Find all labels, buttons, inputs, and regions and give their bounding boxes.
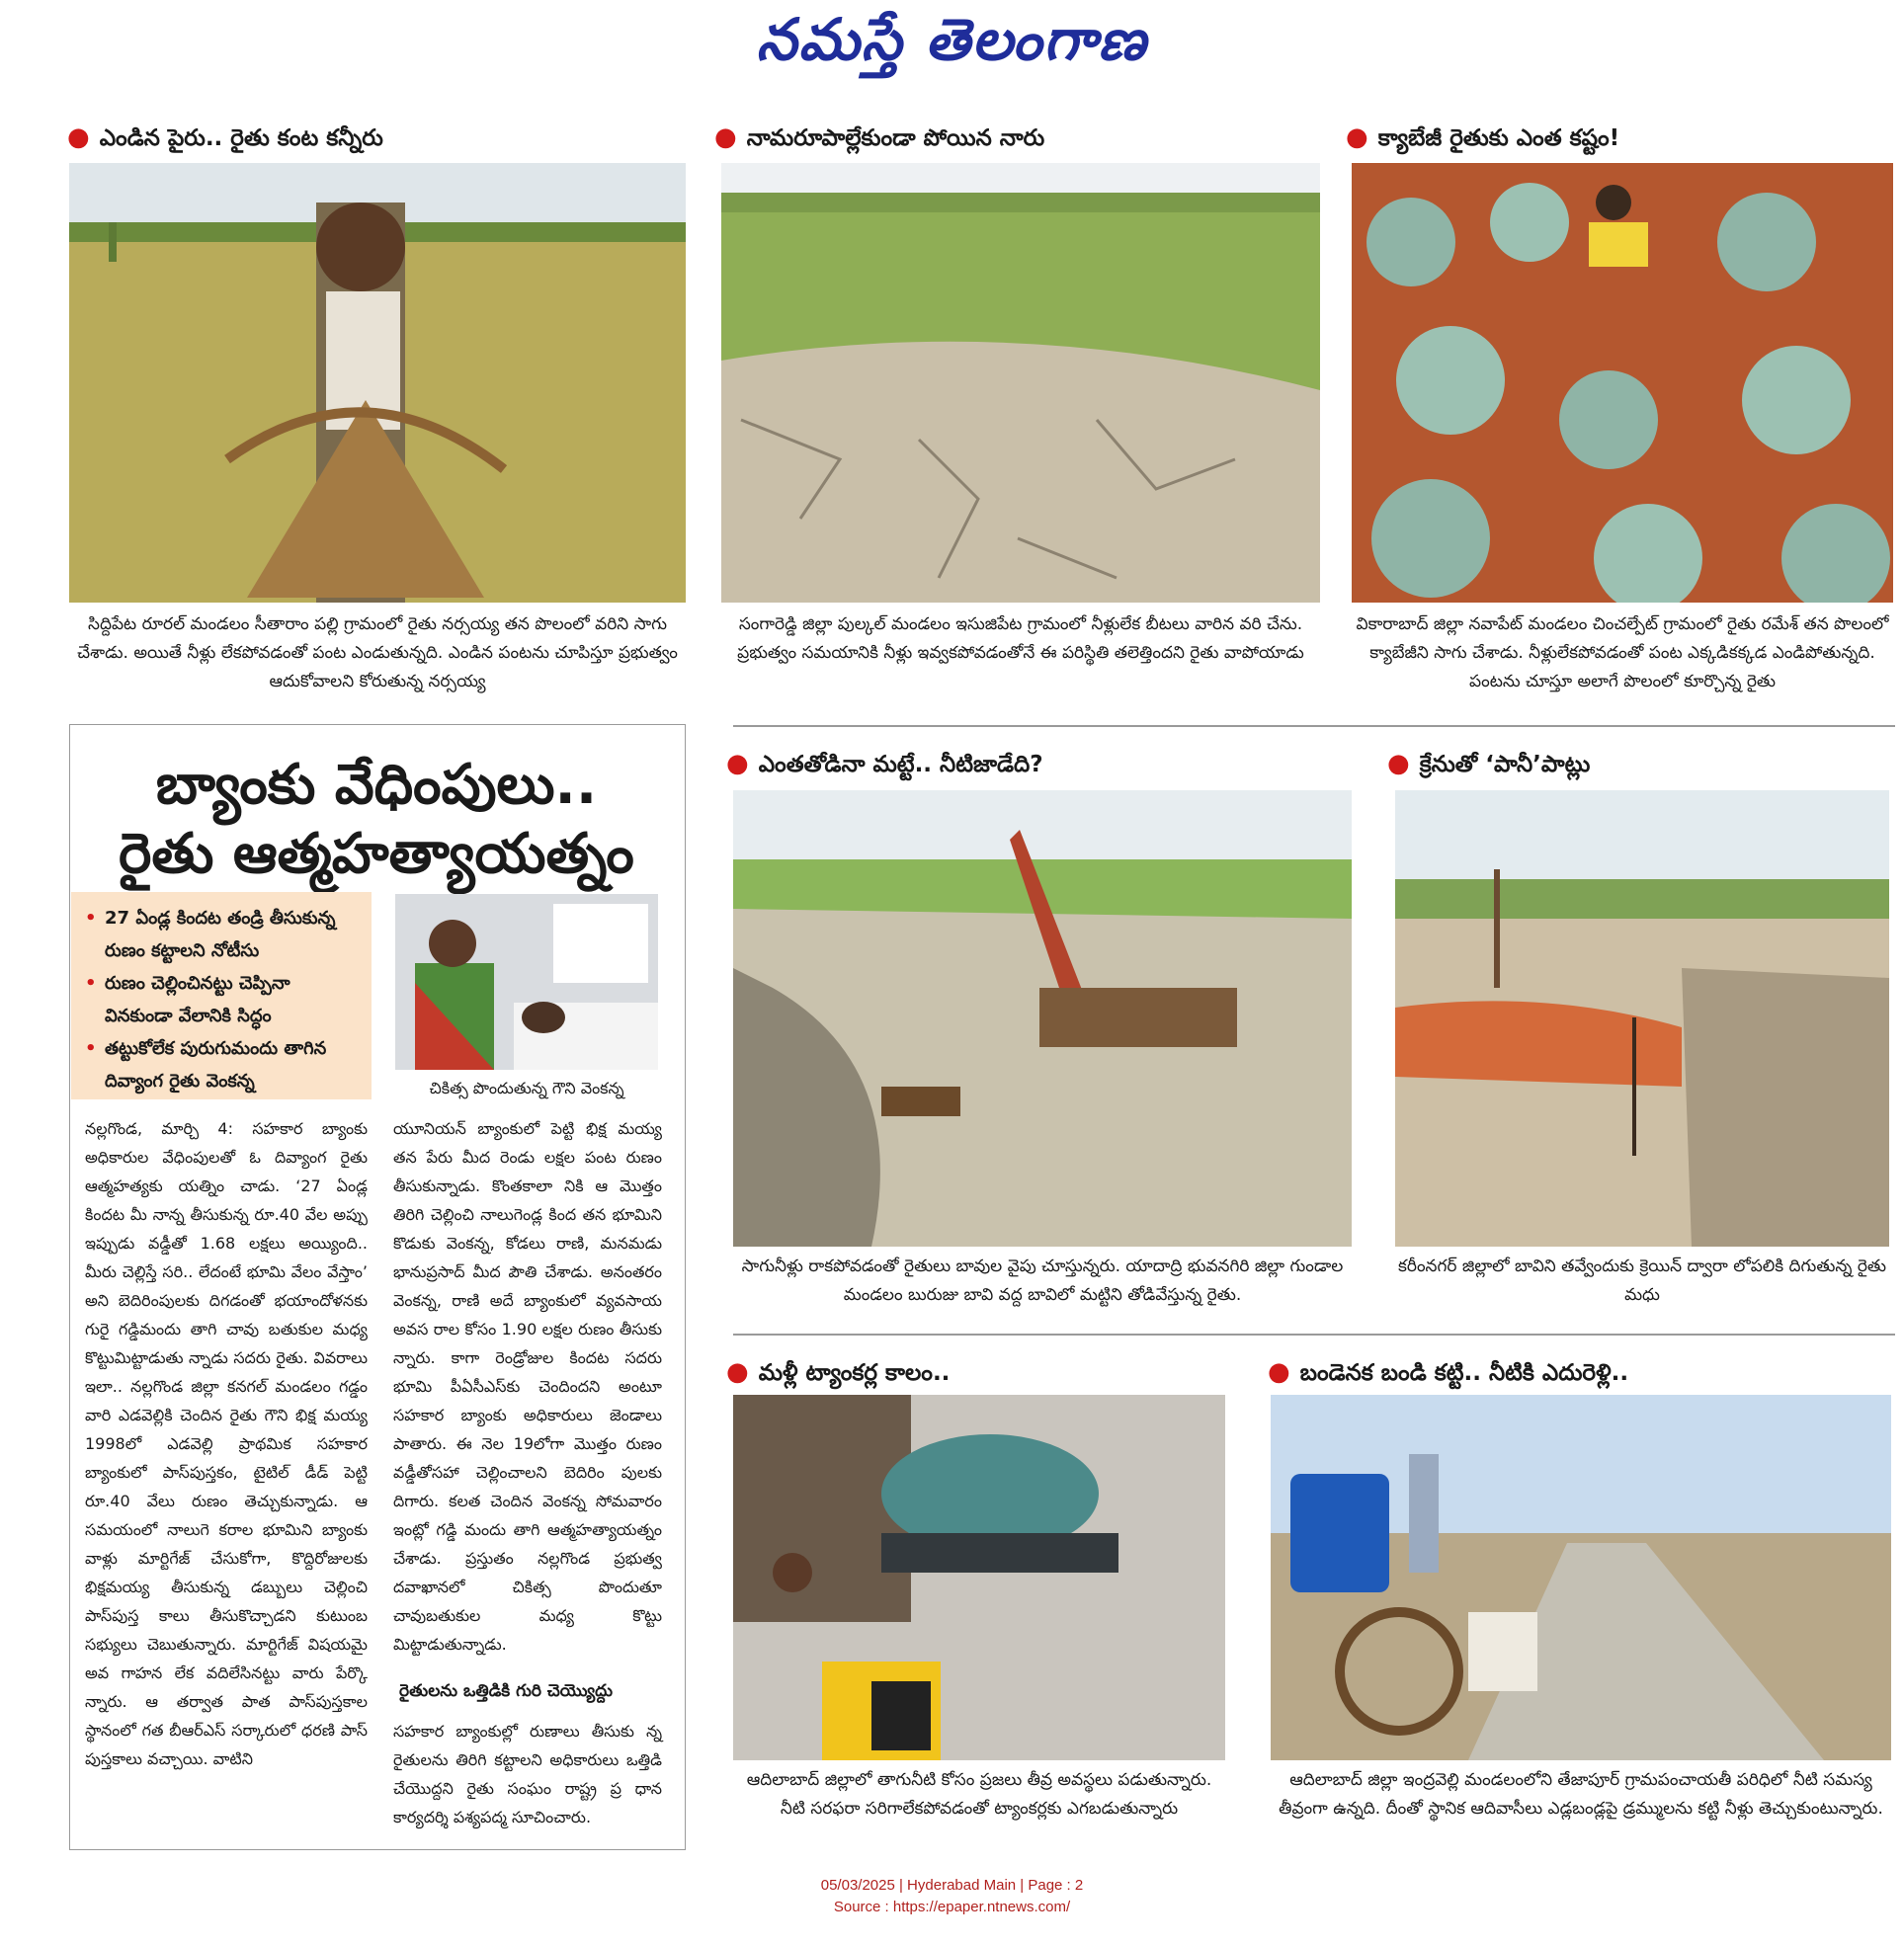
headline-cabbage-farmer: ● క్యాబేజీ రైతుకు ఎంత కష్టం!: [1346, 122, 1620, 152]
caption-dried-crop: సిద్దిపేట రూరల్ మండలం సీతారాం పల్లి గ్రామంలో రైతు నర్సయ్య తన పొలంలో వరిని సాగు చేశాడు. అయితే నీళ్లు లేకపోవడంతో పంట ఎండుతున్నది. ఎండిన పంటను చూపిస్తూ ప్రభుత్వం ఆదుకోవాలని కోరుతున్న నర్సయ్య: [77, 614, 678, 691]
bullet-item: • 27 ఏండ్ల కిందట తండ్రి తీసుకున్న రుణం కట్టాలని నోటీసు: [85, 902, 362, 967]
headline-vanished-seedlings: ● నామరూపాల్లేకుండా పోయిన నారు: [714, 122, 1045, 152]
caption-well-mud: సాగునీళ్లు రాకపోవడంతో రైతులు బావుల వైపు చూస్తున్నరు. యాదాద్రి భువనగిరి జిల్లా గుండాల మండలం బురుజు బావి వద్ద బావిలో మట్టిని తోడివేస్తున్న రైతు.: [741, 1257, 1344, 1305]
bullet-item: • తట్టుకోలేక పురుగుమందు తాగిన దివ్యాంగ రైతు వెంకన్న: [85, 1032, 362, 1097]
main-title-line1: బ్యాంకు వేధింపులు..: [155, 753, 598, 817]
photo-cabbage-field: [1352, 163, 1893, 603]
photo-venkanna-hospital: [395, 894, 658, 1070]
photo-bullock-cart-drums: [1271, 1395, 1891, 1760]
caption-vanished-seedlings: సంగారెడ్డి జిల్లా పుల్కల్ మండలం ఇసుజిపేట గ్రామంలో నీళ్లులేక బీటలు వారిన వరి చేను. ప్రభుత్వం సమయానికి నీళ్లు ఇవ్వకపోవడంతోనే ఈ పరిస్థితి తలెత్తిందని రైతు వాపోయాడు: [737, 614, 1304, 663]
caption-cabbage-farmer: వికారాబాద్ జిల్లా నవాపేట్ మండలం చించల్పేట్ గ్రామంలో రైతు రమేశ్ తన పొలంలో క్యాబేజీని సాగు చేశాడు. నీళ్లులేకపోవడంతో పంట ఎక్కడికక్కడ ఎండిపోతున్నది. పంటను చూస్తూ అలాగే పొలంలో కూర్చొన్న రైతు: [1356, 614, 1889, 691]
headline-bullock-cart: ● బండెనక బండి కట్టి.. నీటికి ఎదురెళ్లి..: [1268, 1357, 1629, 1387]
footer-dateline: 05/03/2025 | Hyderabad Main | Page : 2: [820, 1877, 1084, 1894]
photo-cracked-paddy-field: [721, 163, 1320, 603]
masthead: నమస్తే తెలంగాణ: [756, 6, 1148, 73]
photo-farmer-dried-paddy: [69, 163, 686, 603]
photo-crane-well: [1395, 790, 1889, 1247]
divider-mid-bottom: [733, 1334, 1895, 1336]
main-story-subhead: రైతులను ఒత్తిడికి గురి చెయ్యొద్దు: [399, 1681, 614, 1701]
headline-crane-water: ● క్రేనుతో ‘పానీ’పాట్లు: [1387, 749, 1591, 778]
caption-crane-water: కరీంనగర్ జిల్లాలో బావిని తవ్వేందుకు క్రెయిన్ ద్వారా లోపలికి దిగుతున్న రైతు మధు: [1397, 1257, 1887, 1305]
divider-mid-top: [733, 725, 1895, 727]
highlight-bullets: [71, 892, 372, 1099]
headline-well-mud: ● ఎంతతోడినా మట్టే.. నీటిజాడేది?: [726, 749, 1043, 778]
footer-source-link[interactable]: Source : https://epaper.ntnews.com/: [833, 1899, 1071, 1915]
caption-bullock-cart: ఆదిలాబాద్ జిల్లా ఇంద్రవెల్లి మండలంలోని తేజాపూర్ గ్రామపంచాయతీ పరిధిలో నీటి సమస్య తీవ్రంగా ఉన్నది. దీంతో స్థానిక ఆదివాసీలు ఎడ్లబండ్లపై డ్రమ్ములను కట్టి నీళ్లు తెచ్చుకుంటున్నారు.: [1279, 1770, 1883, 1819]
photo-well-digging: [733, 790, 1352, 1247]
main-story-col1: నల్లగొండ, మార్చి 4: సహకార బ్యాంకు అధికారుల వేధింపులతో ఓ దివ్యాంగ రైతు ఆత్మహత్యకు యత్నిం చాడు. ‘27 ఏండ్ల కిందట మీ నాన్న తీసుకున్న రూ.40 వేల అప్పు ఇప్పుడు వడ్డీతో 1.68 లక్షలు అయ్యింది.. మీరు చెల్లిస్తే సరి.. లేదంటే భూమి వేలం వేస్తాం’ అని బెదిరింపులకు దిగడంతో భయాందోళనకు గురై గడ్డిమందు తాగి చావు బతుకుల మధ్య కొట్టుమిట్టాడుతు న్నాడు సదరు రైతు. వివరాలు ఇలా.. నల్లగొండ జిల్లా కనగల్ మండలం గడ్డం వారి ఎడవెల్లికి చెందిన రైతు గౌని భిక్ష మయ్య 1998లో ఎడవెల్లి ప్రాథమిక సహకార బ్యాంకులో పాస్‌పుస్తకం, టైటిల్ డీడ్ పెట్టి రూ.40 వేలు రుణం తెచ్చుకున్నాడు. ఆ సమయంలో నాలుగె కరాల భూమిని బ్యాంకు వాళ్లు మార్టిగేజ్ చేసుకోగా, కొద్దిరోజులకు భిక్షమయ్య తీసుకున్న డబ్బులు చెల్లించి పాస్‌పుస్త కాలు తీసుకొచ్చాడని కుటుంబ సభ్యులు చెబుతున్నారు. మార్టిగేజ్ విషయమై అవ గాహన లేక వదిలేసినట్టు వారు పేర్కొ న్నారు. ఆ తర్వాత పాత పాస్‌పుస్తకాల స్థానంలో గత బీఆర్‌ఎస్ సర్కారులో ధరణి పాస్ పుస్తకాలు వచ్చాయి. వాటిని: [85, 1119, 368, 1768]
caption-tanker-season: ఆదిలాబాద్ జిల్లాలో తాగునీటి కోసం ప్రజలు తీవ్ర అవస్థలు పడుతున్నారు. నీటి సరఫరా సరిగాలేకపోవడంతో ట్యాంకర్లకు ఎగబడుతున్నారు: [746, 1770, 1212, 1819]
main-story-col2: యూనియన్ బ్యాంకులో పెట్టి భిక్ష మయ్య తన పేరు మీద రెండు లక్షల పంట రుణం తీసుకున్నాడు. కొంతకాలా నికి ఆ మొత్తం తిరిగి చెల్లించి నాలుగెండ్ల కింద తన భూమిని కొడుకు వెంకన్న, కోడలు రాణి, మనమడు భానుప్రసాద్ మీద పౌతి చేశాడు. అనంతరం వెంకన్న, రాణి అదే బ్యాంకులో వ్యవసాయ అవస రాల కోసం 1.90 లక్షల రుణం తీసుకు న్నారు. కాగా రెండ్రోజుల కిందట సదరు భూమి పీఏసీఎస్‌కు చెందిందని అంటూ సహకార బ్యాంకు అధికారులు జెండాలు పాతారు. ఈ నెల 19లోగా మొత్తం రుణం వడ్డీతోసహా చెల్లించాలని బెదిరిం పులకు దిగారు. కలత చెందిన వెంకన్న సోమవారం ఇంట్లో గడ్డి మందు తాగి ఆత్మహత్యాయత్నం చేశాడు. ప్రస్తుతం నల్లగొండ ప్రభుత్వ దవాఖానలో చికిత్స పొందుతూ చావుబతుకుల మధ్య కొట్టు మిట్టాడుతున్నాడు.: [393, 1119, 662, 1654]
main-title-line2: రైతు ఆత్మహత్యాయత్నం: [119, 822, 634, 886]
caption-venkanna: చికిత్స పొందుతున్న గౌని వెంకన్న: [429, 1079, 624, 1097]
bullet-item: • రుణం చెల్లించినట్టు చెప్పినా వినకుండా వేలానికి సిద్ధం: [85, 967, 362, 1032]
photo-water-tanker: [733, 1395, 1225, 1760]
headline-tanker-season: ● మళ్లీ ట్యాంకర్ల కాలం..: [726, 1357, 951, 1387]
headline-dried-crop: ● ఎండిన పైరు.. రైతు కంట కన్నీరు: [67, 122, 383, 152]
main-story-col2b: సహకార బ్యాంకుల్లో రుణాలు తీసుకు న్న రైతులను తిరిగి కట్టాలని అధికారులు ఒత్తిడి చేయొద్దని రైతు సంఘం రాష్ట్ర ప్ర ధాన కార్యదర్శి పశ్యపద్మ సూచించారు.: [393, 1722, 662, 1826]
